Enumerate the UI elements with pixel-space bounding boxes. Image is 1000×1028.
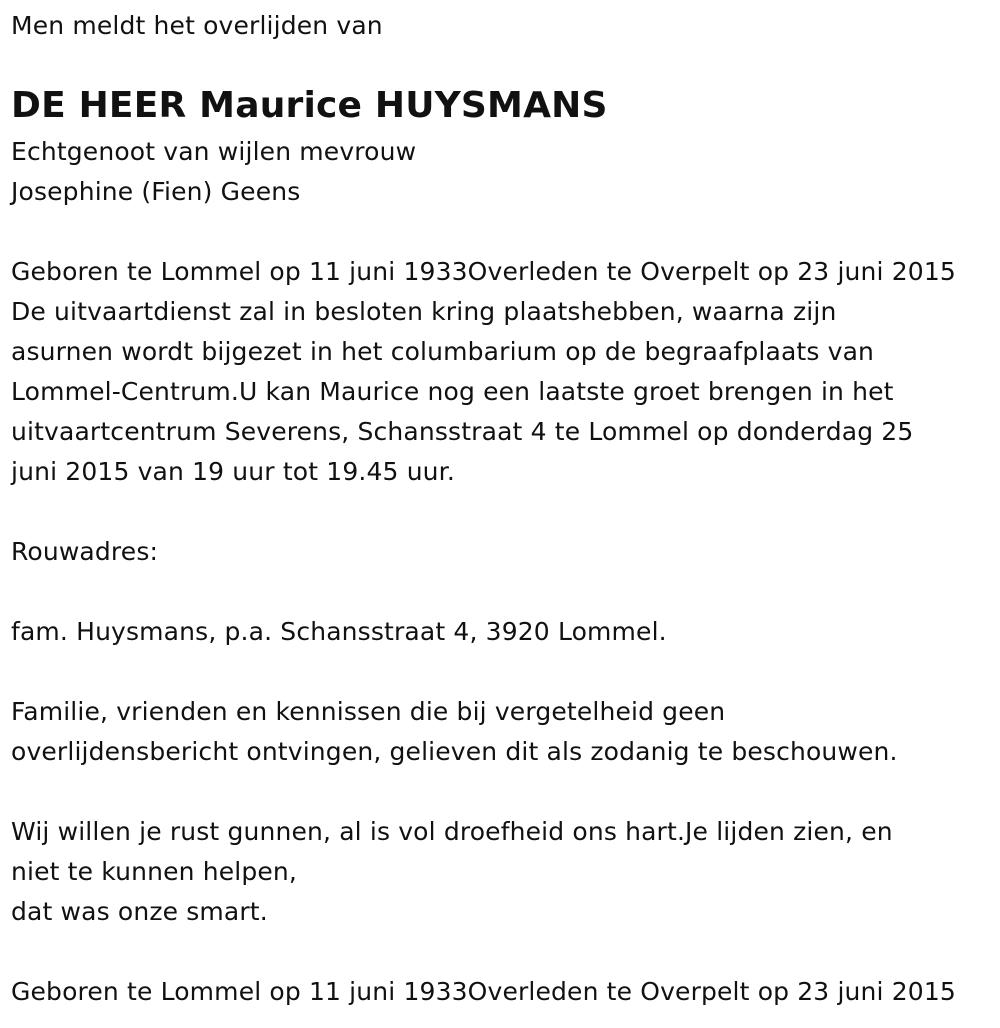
- funeral-line: juni 2015 van 19 uur tot 19.45 uur.: [11, 457, 455, 486]
- spacer: [11, 772, 991, 812]
- deceased-name: DE HEER Maurice HUYSMANS: [11, 85, 608, 126]
- notice-line: overlijdensbericht ontvingen, gelieven dit als zodanig te beschouwen.: [11, 737, 898, 766]
- funeral-paragraph: [11, 292, 991, 492]
- poem-paragraph: [11, 812, 991, 932]
- spacer: [11, 652, 991, 692]
- poem-line: niet te kunnen helpen,: [11, 857, 297, 886]
- birth-death-footer: Geboren te Lommel op 11 juni 1933Overleden te Overpelt op 23 juni 2015: [11, 977, 956, 1006]
- intro-text: Men meldt het overlijden van: [11, 11, 383, 40]
- funeral-line: Lommel-Centrum.U kan Maurice nog een laatste groet brengen in het: [11, 377, 894, 406]
- notice-line: Familie, vrienden en kennissen die bij vergetelheid geen: [11, 697, 726, 726]
- funeral-line: De uitvaartdienst zal in besloten kring plaatshebben, waarna zijn: [11, 297, 837, 326]
- funeral-line: uitvaartcentrum Severens, Schansstraat 4 te Lommel op donderdag 25: [11, 417, 914, 446]
- spouse-line-1: Echtgenoot van wijlen mevrouw: [11, 137, 417, 166]
- birth-death-line: Geboren te Lommel op 11 juni 1933Overleden te Overpelt op 23 juni 2015: [11, 257, 956, 286]
- spouse-line-2: Josephine (Fien) Geens: [11, 177, 301, 206]
- poem-line: dat was onze smart.: [11, 897, 268, 926]
- poem-line: Wij willen je rust gunnen, al is vol droefheid ons hart.Je lijden zien, en: [11, 817, 893, 846]
- obituary-notice: [11, 6, 991, 1012]
- funeral-line: asurnen wordt bijgezet in het columbarium op de begraafplaats van: [11, 337, 875, 366]
- address-text: fam. Huysmans, p.a. Schansstraat 4, 3920 Lommel.: [11, 617, 667, 646]
- spacer: [11, 492, 991, 532]
- spacer: [11, 212, 991, 252]
- spacer: [11, 572, 991, 612]
- spacer: [11, 932, 991, 972]
- address-label: Rouwadres:: [11, 537, 159, 566]
- notice-paragraph: [11, 692, 991, 772]
